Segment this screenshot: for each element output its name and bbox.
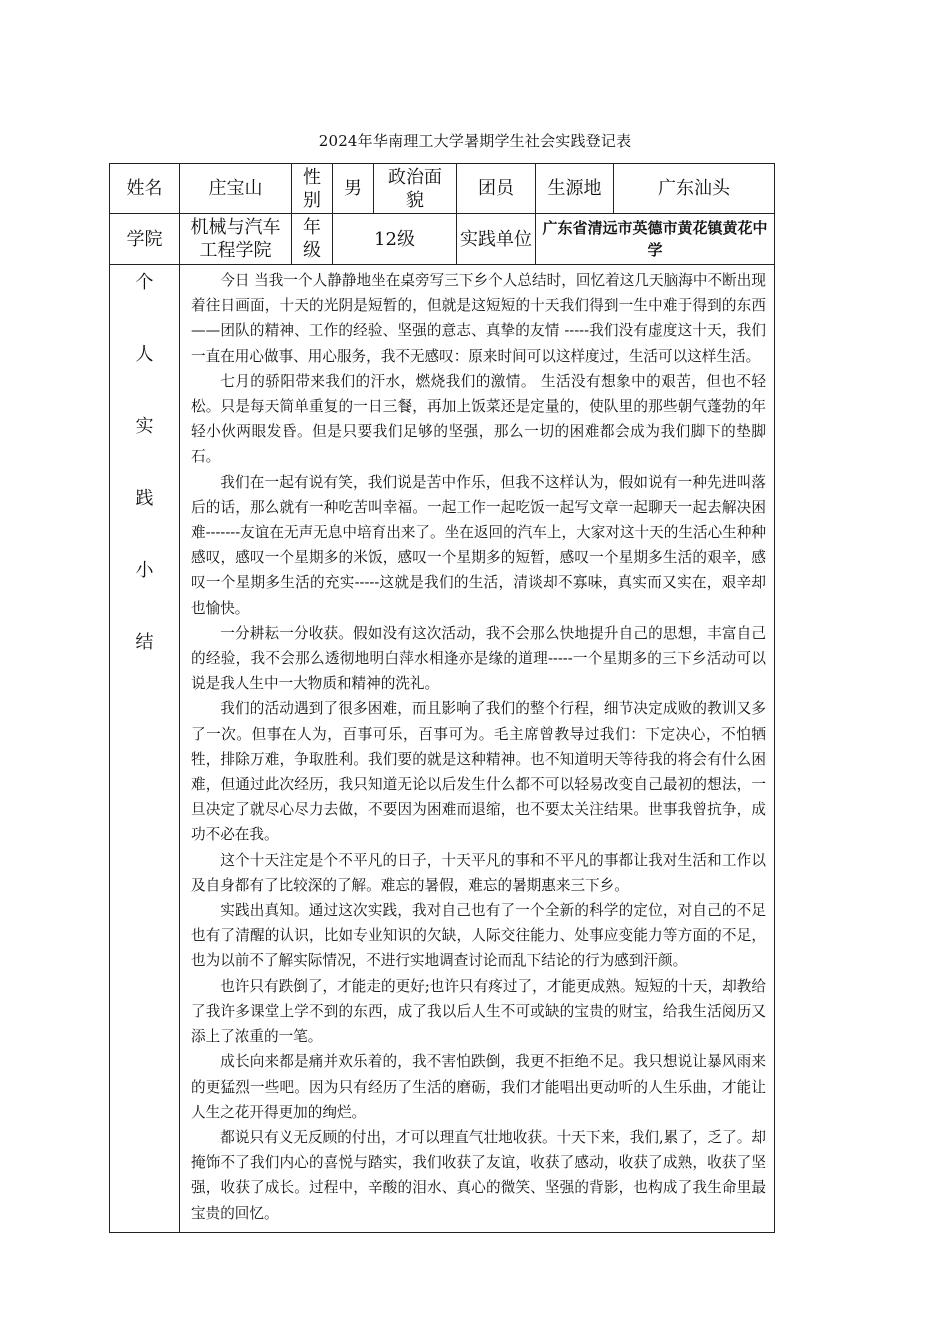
- college-value: 机械与汽车工程学院: [180, 214, 292, 265]
- gender-label: 性别: [292, 164, 333, 214]
- grade-label: 年级: [292, 214, 333, 265]
- summary-body: [180, 265, 775, 1233]
- summary-label-char: 小: [135, 560, 154, 581]
- politics-value: 团员: [457, 164, 536, 214]
- summary-paragraph: 这个十天注定是个不平凡的日子，十天平凡的事和不平凡的事都让我对生活和工作以及自身都有了比较深的了解。难忘的暑假，难忘的暑期惠来三下乡。: [191, 851, 766, 894]
- unit-value: 广东省清远市英德市黄花镇黄花中学: [536, 214, 775, 265]
- summary-label-char: 个: [135, 272, 154, 293]
- summary-paragraph: 我们在一起有说有笑，我们说是苦中作乐，但我不这样认为，假如说有一种先进叫落后的话，那么就有一种吃苦叫幸福。一起工作一起吃饭一起写文章一起聊天一起去解决困难-------友谊在无声无息中培育出来了。坐在返回的汽车上，大家对这十天的生活心生种种感叹，感叹一个星期多的米饭，感叹一个星期多的短暂，感叹一个星期多生活的艰辛，感叹一个星期多生活的充实-----这就是我们的生活，清谈却不寡味，真实而又实在，艰辛却也愉快。: [191, 473, 766, 617]
- summary-paragraph: 一分耕耘一分收获。假如没有这次活动，我不会那么快地提升自己的思想，丰富自己的经验，我不会那么透彻地明白萍水相逢亦是缘的道理-----一个星期多的三下乡活动可以说是我人生中一大物质和精神的洗礼。: [191, 624, 766, 693]
- name-value: 庄宝山: [180, 164, 292, 214]
- origin-label: 生源地: [536, 164, 614, 214]
- summary-paragraph: 今日 当我一个人静静地坐在桌旁写三下乡个人总结时，回忆着这几天脑海中不断出现着往日画面，十天的光阴是短暂的，但就是这短短的十天我们得到一生中难于得到的东西——团队的精神、工作的经验、坚强的意志、真挚的友情 -----我们没有虚度这十天，我们一直在用心做事、用心服务，我不无感叹：原来时间可以这样度过，生活可以这样生活。: [191, 272, 766, 365]
- table-row: [110, 265, 775, 1233]
- origin-value: 广东汕头: [614, 164, 775, 214]
- summary-paragraph: 七月的骄阳带来我们的汗水，燃烧我们的激情。 生活没有想象中的艰苦，但也不轻松。只是每天简单重复的一日三餐，再加上饭菜还是定量的，使队里的那些朝气蓬勃的年轻小伙两眼发昏。但是只要我们足够的坚强，那么一切的困难都会成为我们脚下的垫脚石。: [191, 372, 766, 466]
- summary-label-char: 结: [135, 632, 154, 653]
- college-label: 学院: [110, 214, 180, 265]
- form-title: 2024年华南理工大学暑期学生社会实践登记表: [318, 132, 632, 150]
- summary-paragraph: 成长向来都是痛并欢乐着的，我不害怕跌倒，我更不拒绝不足。我只想说让暴风雨来的更猛烈一些吧。因为只有经历了生活的磨砺，我们才能唱出更动听的人生乐曲，才能让人生之花开得更加的绚烂。: [191, 1053, 766, 1121]
- name-label: 姓名: [110, 164, 180, 214]
- summary-paragraph: 都说只有义无反顾的付出，才可以理直气壮地收获。十天下来，我们,累了，乏了。却掩饰不了我们内心的喜悦与踏实，我们收获了友谊，收获了感动，收获了成熟，收获了坚强，收获了成长。过程中，辛酸的泪水、真心的微笑、坚强的背影，也构成了我生命里最宝贵的回忆。: [191, 1128, 766, 1222]
- grade-value: 12级: [333, 214, 457, 265]
- summary-label-char: 践: [135, 488, 154, 509]
- summary-paragraph: 实践出真知。通过这次实践，我对自己也有了一个全新的科学的定位，对自己的不足也有了清醒的认识，比如专业知识的欠缺，人际交往能力、处事应变能力等方面的不足，也为以前不了解实际情况，不进行实地调查讨论而乱下结论的行为感到汗颜。: [191, 902, 766, 970]
- gender-value: 男: [333, 164, 374, 214]
- unit-label: 实践单位: [457, 214, 536, 265]
- summary-label-char: 实: [135, 416, 154, 437]
- summary-paragraph: 也许只有跌倒了，才能走的更好;也许只有疼过了，才能更成熟。短短的十天，却教给了我许多课堂上学不到的东西，成了我以后人生不可或缺的宝贵的财宝，给我生活阅历又添上了浓重的一笔。: [191, 977, 766, 1046]
- politics-label: 政治面貌: [374, 164, 457, 214]
- summary-label: [110, 265, 180, 1233]
- table-row: [110, 214, 775, 265]
- summary-label-char: 人: [135, 344, 154, 365]
- table-row: [110, 164, 775, 214]
- summary-paragraph: 我们的活动遇到了很多困难，而且影响了我们的整个行程，细节决定成败的教训又多了一次。但事在人为，百事可乐，百事可为。毛主席曾教导过我们：下定决心，不怕牺牲，排除万难，争取胜利。我们要的就是这种精神。也不知道明天等待我的将会有什么困难，但通过此次经历，我只知道无论以后发生什么都不可以轻易改变自己最初的想法，一旦决定了就尽心尽力去做，不要因为困难而退缩，也不要太关注结果。世事我曾抗争，成功不必在我。: [191, 700, 766, 844]
- registration-table: [109, 163, 775, 1233]
